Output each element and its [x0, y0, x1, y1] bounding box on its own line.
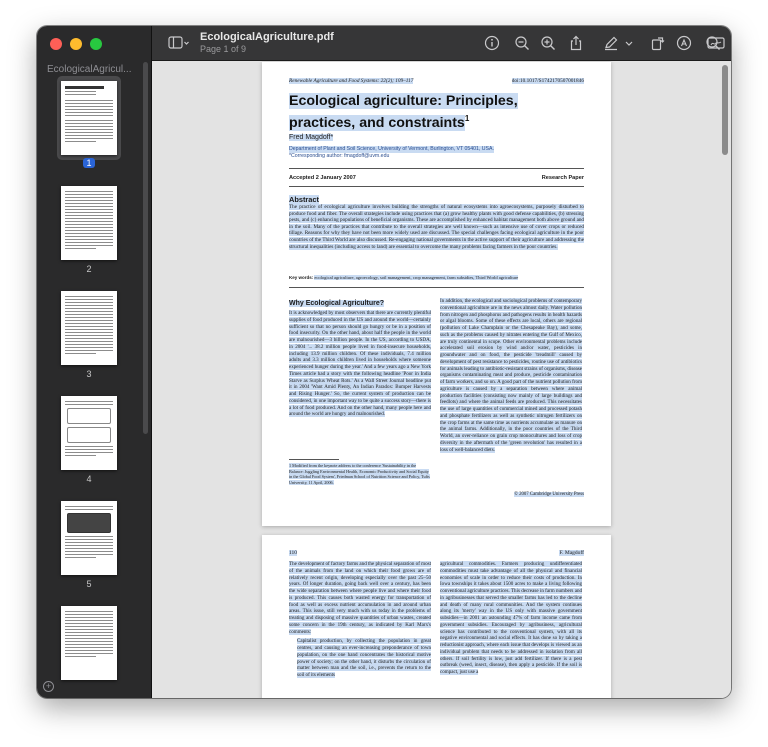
- page-number-2: 2: [86, 264, 92, 274]
- right-column-text: In addition, the ecological and sociological problems of contemporary conventional agriculture are in the news almost daily. Water pollution from nitrogen and phosphorus and pathogens results in health hazards or algal blooms. Some of these effects are local, others are regional (pollution of Lake Champlain or the Chesapeake Bay), and some, such as the problems caused by nitrates entering the Gulf of Mexico, are truly continental in scope. Other environmental problems include accelerated soil erosion by wind and/or water, pesticides in groundwater and on food, the pesticide 'treadmill' caused by development of pest resistance to pesticides, routine use of antibiotics for animals leading to antibiotic-resistant strains of organisms, disease organisms contaminating meat and produce, pesticide contamination of farm workers, and so on. A good part of the nutrient pollution from agriculture is caused by a separation between where animal production facilities (consisting now mainly of large buildings and feedlots) and where the animal feeds are produced. This necessitates the use of large quantities of commercial mined and processed potash and phosphate fertilizers as well as synthetic nitrogen fertilizers on the crop farms at the same time as nutrients accumulate as manure on the animal farms. Additionally, in the poor countries of the Third World, an over-reliance on grain crop monocultures and loss of crop diversity in the aftermath of the 'green revolution' has resulted in a loss of well-balanced diets.: [440, 298, 582, 453]
- add-page-icon[interactable]: +: [43, 681, 54, 692]
- block-quote: Capitalist production, by collecting the population in great centres, and causing an ever-increasing preponderance of town population, on the one hand concentrates the historical motive power of society; on the other hand, it disturbs the circulation of matter between man and the soil, i.e., prevents the return to the soil of its elements: [297, 638, 431, 678]
- search-icon: [705, 35, 721, 51]
- keywords-label: Key words:: [289, 275, 314, 280]
- share-icon: [568, 35, 584, 51]
- pdf-page-2[interactable]: [262, 535, 611, 698]
- window-controls: [50, 38, 102, 50]
- author: Fred Magdoff*: [289, 134, 334, 141]
- corresponding-author: *Corresponding author: fmagdoff@uvm.edu: [289, 153, 390, 159]
- page-indicator: Page 1 of 9: [200, 44, 247, 54]
- running-head: F. Magdoff: [559, 550, 584, 556]
- abstract-heading: Abstract: [289, 195, 319, 204]
- document-view[interactable]: [152, 61, 731, 698]
- close-window-button[interactable]: [50, 38, 62, 50]
- sidebar-scrollbar[interactable]: [143, 62, 148, 434]
- left-column-text: It is acknowledged by most observers that there are currently plentiful supplies of food produced in the US and around the world—certainly sufficient so that no person should go hungry or be in a position of food insecurity. On the other hand, about half the people in the world are malnourished—3 billion people. In the US, according to USDA, in 2004 '... 38.2 million people lived in food-insecure households, including 13.9 million children. Of these individuals, 7.4 million adults and 3.3 million children lived in households where someone experienced hunger during the year.' And a few years ago a New York Times article had a story with the following headline 'Poor in India Starve as Surplus Wheat Rots.' As a Wall Street Journal headline put it in 2004 'Want Amid Plenty, An Indian Paradox: Bumper Harvests and Rising Hunger.' So, the current system of production can be considered, in one important way to be quite a success story—there is a lot of food produced. And on the other hand, many people here and around the world are hungry and malnourished.: [289, 310, 431, 418]
- markup-pen-icon: [603, 35, 619, 51]
- rotate-button[interactable]: [648, 34, 668, 52]
- article-title: Ecological agriculture: Principles, practices, and constraints$^1$: [289, 93, 518, 131]
- page-number-4: 4: [86, 474, 92, 484]
- sidebar-title: EcologicalAgricul...: [47, 64, 132, 75]
- keywords: [289, 275, 584, 281]
- zoom-window-button[interactable]: [90, 38, 102, 50]
- page-thumbnail-6[interactable]: [61, 606, 117, 680]
- search-button[interactable]: [704, 34, 722, 52]
- page-number-1: 1: [37, 158, 141, 168]
- divider: [289, 168, 584, 169]
- rotate-icon: [650, 35, 666, 51]
- info-icon: [484, 35, 500, 51]
- abstract-text: The practice of ecological agriculture involves building the strengths of natural ecosystems into agroecosystems, purposely disturbed to produce food and fiber. The overall strategies include using practices that (a) grow healthy plants with good defense capabilities, (b) stressing pests, and (c) enhancing populations of beneficial organisms. These are accomplished by enhanced habitat management both above ground and in the soil. Many of the practices that contribute to the overall strategies are well known—such as intensive use of cover crops or reduced tillage. Reasons for why they have not been more widely used are discussed. The special challenges facing ecological agriculture in the poor countries of the Third World are also discussed. Re-engaging national governments in the active support of their agriculture and addressing the structural inequalities (including access to land) are essential to overcome the many problems facing farmers in the poor countries.: [289, 204, 584, 250]
- running-header: [289, 550, 584, 556]
- keywords-list: ecological agriculture, agroecology, soil management, crop management, farm subsidies, Third World agriculture: [314, 275, 519, 280]
- annotate-button[interactable]: [674, 34, 694, 52]
- journal-header: [289, 78, 584, 84]
- right-column-text: agricultural commodities. Farmers producing undifferentiated commodities must take advantage of all the physical and financial economies of scale in order to reduce their costs of production. In Iowa townships it takes about 1500 acres to make a living following conventional agriculture practices. This decrease in farm numbers and in agribusinesses that served the smaller farms has led to the decline and death of many rural communities. And the system continues along its 'merry' way in the US only with massive government subsidies—in 2001 an astounding 47% of farm income came from government subsidies. Encouraged by agribusiness, agricultural science has contributed to the conventional system, with all its negative environmental and social effects. It has done so by taking a reductionist approach, where each issue that develops is viewed as an individual problem that needs to be addressed in isolation from all others. If soil fertility is low, just add fertilizer. If there is a pest outbreak (weed, insect, disease), then apply a pesticide. If the soil is compact, just use a: [440, 561, 582, 675]
- zoom-in-icon: [540, 35, 556, 51]
- section-heading: Why Ecological Agriculture?: [289, 300, 385, 307]
- page-thumbnail-1[interactable]: [61, 81, 117, 155]
- footnote-rule: [289, 459, 339, 460]
- info-button[interactable]: [482, 34, 502, 52]
- zoom-in-button[interactable]: [538, 34, 558, 52]
- page-thumbnail-4[interactable]: [61, 396, 117, 470]
- title-footnote-marker: 1: [464, 114, 470, 123]
- sidebar-toggle-button[interactable]: [164, 34, 194, 52]
- document-title: EcologicalAgriculture.pdf: [200, 31, 334, 43]
- chevron-down-icon: [624, 35, 634, 51]
- pdf-page-1[interactable]: [262, 62, 611, 526]
- annotate-circle-icon: [676, 35, 692, 51]
- zoom-out-icon: [514, 35, 530, 51]
- page-thumbnail-5[interactable]: [61, 501, 117, 575]
- doi: doi:10.1017/S1742170507001846: [511, 78, 584, 84]
- divider: [289, 186, 584, 187]
- page-number-3: 3: [86, 369, 92, 379]
- minimize-window-button[interactable]: [70, 38, 82, 50]
- share-button[interactable]: [566, 34, 586, 52]
- markup-menu-button[interactable]: [624, 34, 634, 52]
- affiliation-line: Department of Plant and Soil Science, University of Vermont, Burlington, VT 05401, USA.: [289, 146, 494, 152]
- affiliation: [289, 146, 494, 160]
- page-thumbnail-3[interactable]: [61, 291, 117, 365]
- footnote: 1 Modified from the keynote address to the conference 'Sustainability in the Balance: Juggling Environmental Health, Economic Productivity and Social Equity in the Global Food System', Friedman School of Nutrition Science and Policy, Tufts University, 11 April, 2006.: [289, 463, 430, 485]
- journal-citation: Renewable Agriculture and Food Systems: 22(2); 109–117: [289, 78, 414, 84]
- thumbnail-sidebar: [37, 26, 152, 698]
- copyright: © 2007 Cambridge University Press: [514, 492, 584, 497]
- divider: [289, 287, 584, 288]
- sidebar-toggle-icon: [168, 35, 190, 51]
- accepted-date: Accepted 2 January 2007: [289, 175, 356, 181]
- markup-button[interactable]: [601, 34, 621, 52]
- paper-type: Research Paper: [541, 175, 584, 181]
- page-thumbnail-2[interactable]: [61, 186, 117, 260]
- page-number-5: 5: [86, 579, 92, 589]
- preview-window: [37, 26, 731, 698]
- toolbar: [152, 26, 731, 61]
- left-column-text: The development of factory farms and the physical separation of most of the animals from the land on which their food grows are of relatively recent origin, developing especially over the past 25–50 years. Of longer duration, going back well over a century, has been the wide separation between where people live and where their food is produced. This causes both wasted energy for transportation of food as well as excess nutrient accumulation in and around urban areas. This issue, still very much with us today in the problems of treating and disposing of massive quantities of urban wastes, created some concern in the 19th century, as indicated by Karl Marx's comments: Capitalist production, by collecting the population in great centres, and causing an ever-increasing preponderance of town population, on the one hand concentrates the historical motive power of society; on the other hand, it disturbs the circulation of matter between man and the soil, i.e., prevents the return to the soil of its elements: [289, 561, 431, 678]
- page-number: 110: [289, 550, 298, 556]
- content-scrollbar[interactable]: [722, 65, 728, 155]
- zoom-out-button[interactable]: [512, 34, 532, 52]
